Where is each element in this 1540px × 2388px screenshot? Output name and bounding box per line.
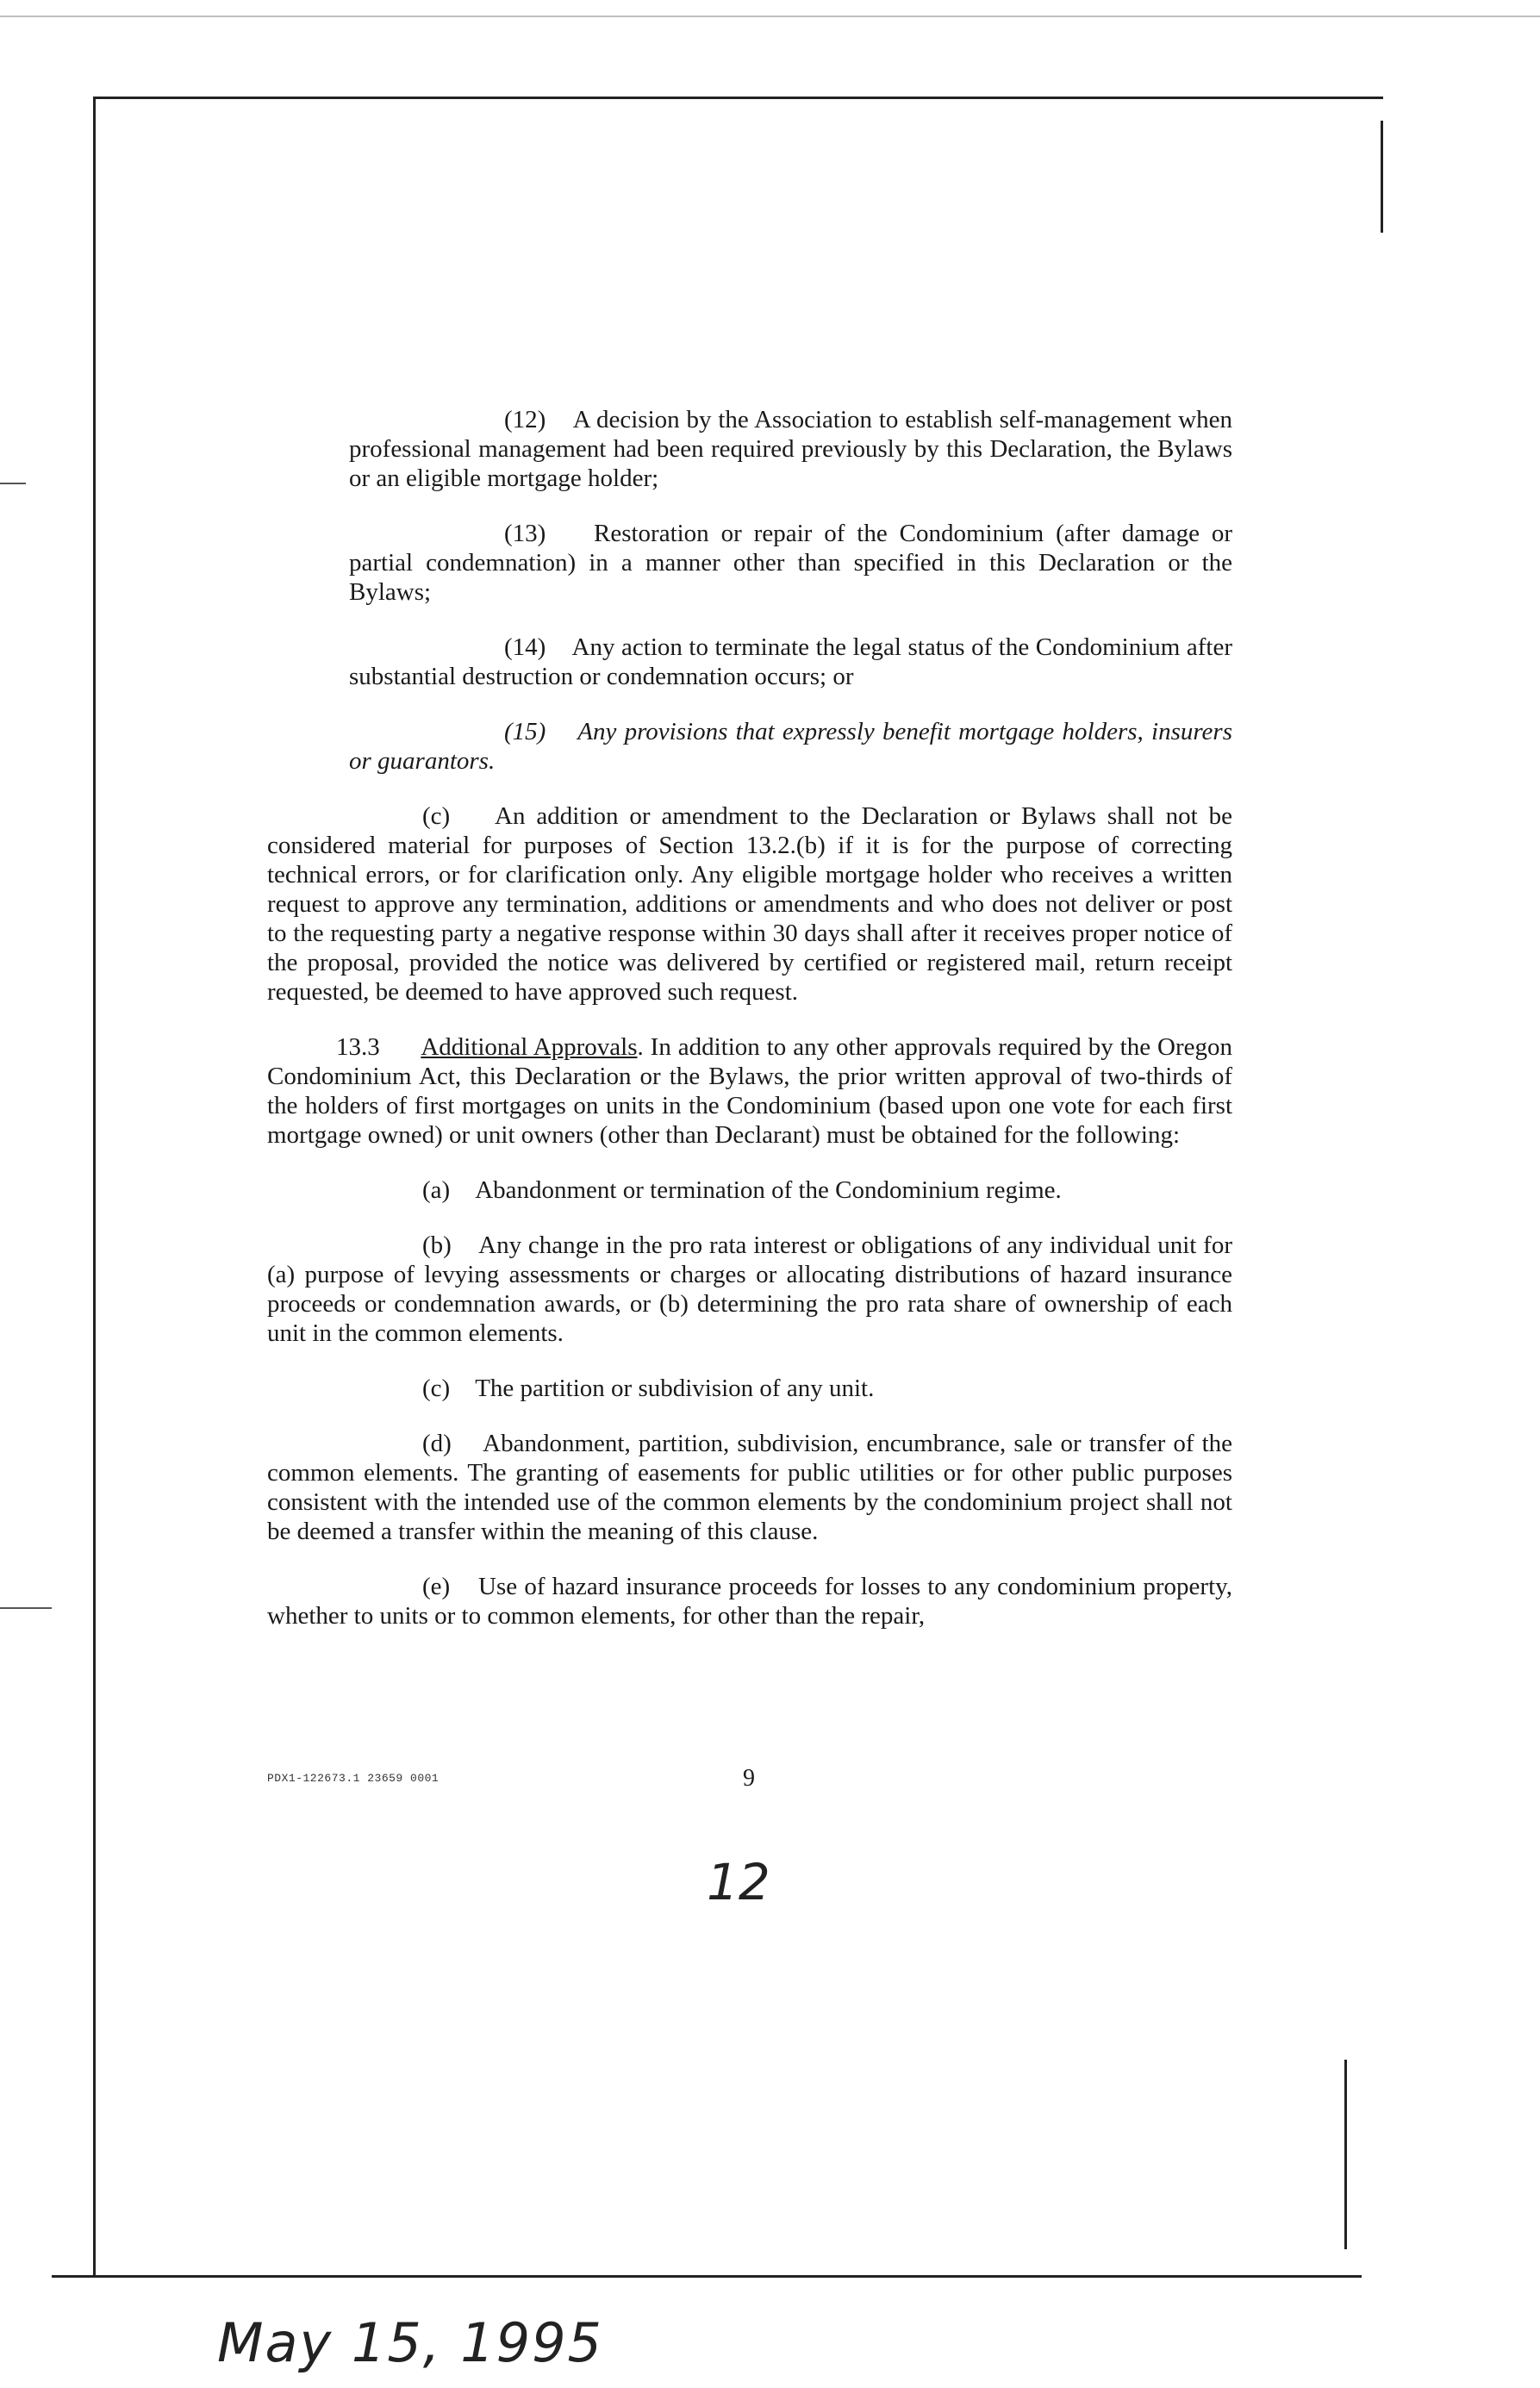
item-text: Any provisions that expressly benefit mortgage holders, insurers or guarantors. <box>349 718 1233 775</box>
subitem-b <box>267 1231 1232 1348</box>
section-text: . In addition to any other approvals required by the Oregon Condominium Act, this Declaration or the Bylaws, the prior written approval of two-thirds of the holders of first mortgages on units in the Condominium (based upon one vote for each first mortgage owned) or unit owners (other than Declarant) must be obtained for the following: <box>267 1033 1232 1149</box>
item-number: (13) <box>504 520 546 547</box>
item-12 <box>349 405 1232 493</box>
subitem-e <box>267 1572 1232 1630</box>
scan-edge-line <box>0 16 1540 17</box>
frame-right-border <box>1381 121 1383 233</box>
item-number: (12) <box>504 406 546 433</box>
subitem-c <box>267 1374 1232 1403</box>
document-body <box>267 405 1232 1656</box>
subitem-number: (d) <box>422 1430 452 1457</box>
item-13 <box>349 519 1232 607</box>
item-text: Restoration or repair of the Condominium (after damage or partial condemnation) in a manner other than specified in this Declaration or the Bylaws; <box>349 520 1233 606</box>
page-number: 9 <box>743 1765 755 1792</box>
subitem-a <box>267 1175 1232 1205</box>
frame-bottom-border <box>52 2275 1362 2278</box>
item-number: (15) <box>504 718 546 745</box>
item-text: Any action to terminate the legal status of the Condominium after substantial destruction or condemnation occurs; or <box>349 633 1232 690</box>
subitem-number: (c) <box>422 1375 451 1402</box>
subitem-number: (b) <box>422 1231 452 1259</box>
item-text: A decision by the Association to establish self-management when professional management had been required previously by this Declaration, the Bylaws or an eligible mortgage holder; <box>349 406 1233 492</box>
subitem-text: Use of hazard insurance proceeds for losses to any condominium property, whether to units or to common elements, for other than the repair, <box>267 1573 1232 1630</box>
frame-top-border <box>93 97 1383 99</box>
paragraph-text: An addition or amendment to the Declaration or Bylaws shall not be considered material for purposes of Section 13.2.(b) if it is for the purpose of correcting technical errors, or for clarification only. Any eligible mortgage holder who receives a written request to approve any termination, additions or amendments and who does not deliver or post to the requesting party a negative response within 30 days shall after it receives proper notice of the proposal, provided the notice was delivered by certified or registered mail, return receipt requested, be deemed to have approved such request. <box>267 802 1233 1006</box>
frame-left-border <box>93 97 96 2277</box>
paragraph-number: (c) <box>422 802 451 830</box>
item-number: (14) <box>504 633 546 661</box>
subitem-text: Any change in the pro rata interest or obligations of any individual unit for (a) purpose of levying assessments or charges or allocating distributions of hazard insurance proceeds or condemnation awards, or (b) determining the pro rata share of ownership of each unit in the common elements. <box>267 1231 1232 1347</box>
margin-tick <box>0 1607 52 1609</box>
document-code: PDX1-122673.1 23659 0001 <box>267 1772 440 1785</box>
subitem-number: (a) <box>422 1176 451 1204</box>
handwritten-date: May 15, 1995 <box>217 2311 603 2374</box>
subitem-text: Abandonment, partition, subdivision, encumbrance, sale or transfer of the common elements. The granting of easements for public utilities or for other public purposes consistent with the intended use of the common elements by the condominium project shall not be deemed a transfer within the meaning of this clause. <box>267 1430 1233 1545</box>
item-15 <box>349 717 1232 776</box>
subitem-text: The partition or subdivision of any unit. <box>475 1375 875 1402</box>
subitem-text: Abandonment or termination of the Condominium regime. <box>475 1176 1062 1204</box>
paragraph-c <box>267 801 1232 1007</box>
section-heading: Additional Approvals <box>421 1033 638 1061</box>
frame-right-border-lower <box>1344 2060 1347 2249</box>
margin-tick <box>0 483 26 484</box>
item-12-block <box>267 405 1232 776</box>
item-14 <box>349 633 1232 691</box>
handwritten-page-mark: 12 <box>707 1853 770 1911</box>
subitem-d <box>267 1429 1232 1546</box>
section-number: 13.3 <box>336 1033 380 1061</box>
section-13-3 <box>267 1032 1232 1150</box>
subitem-number: (e) <box>422 1573 451 1600</box>
